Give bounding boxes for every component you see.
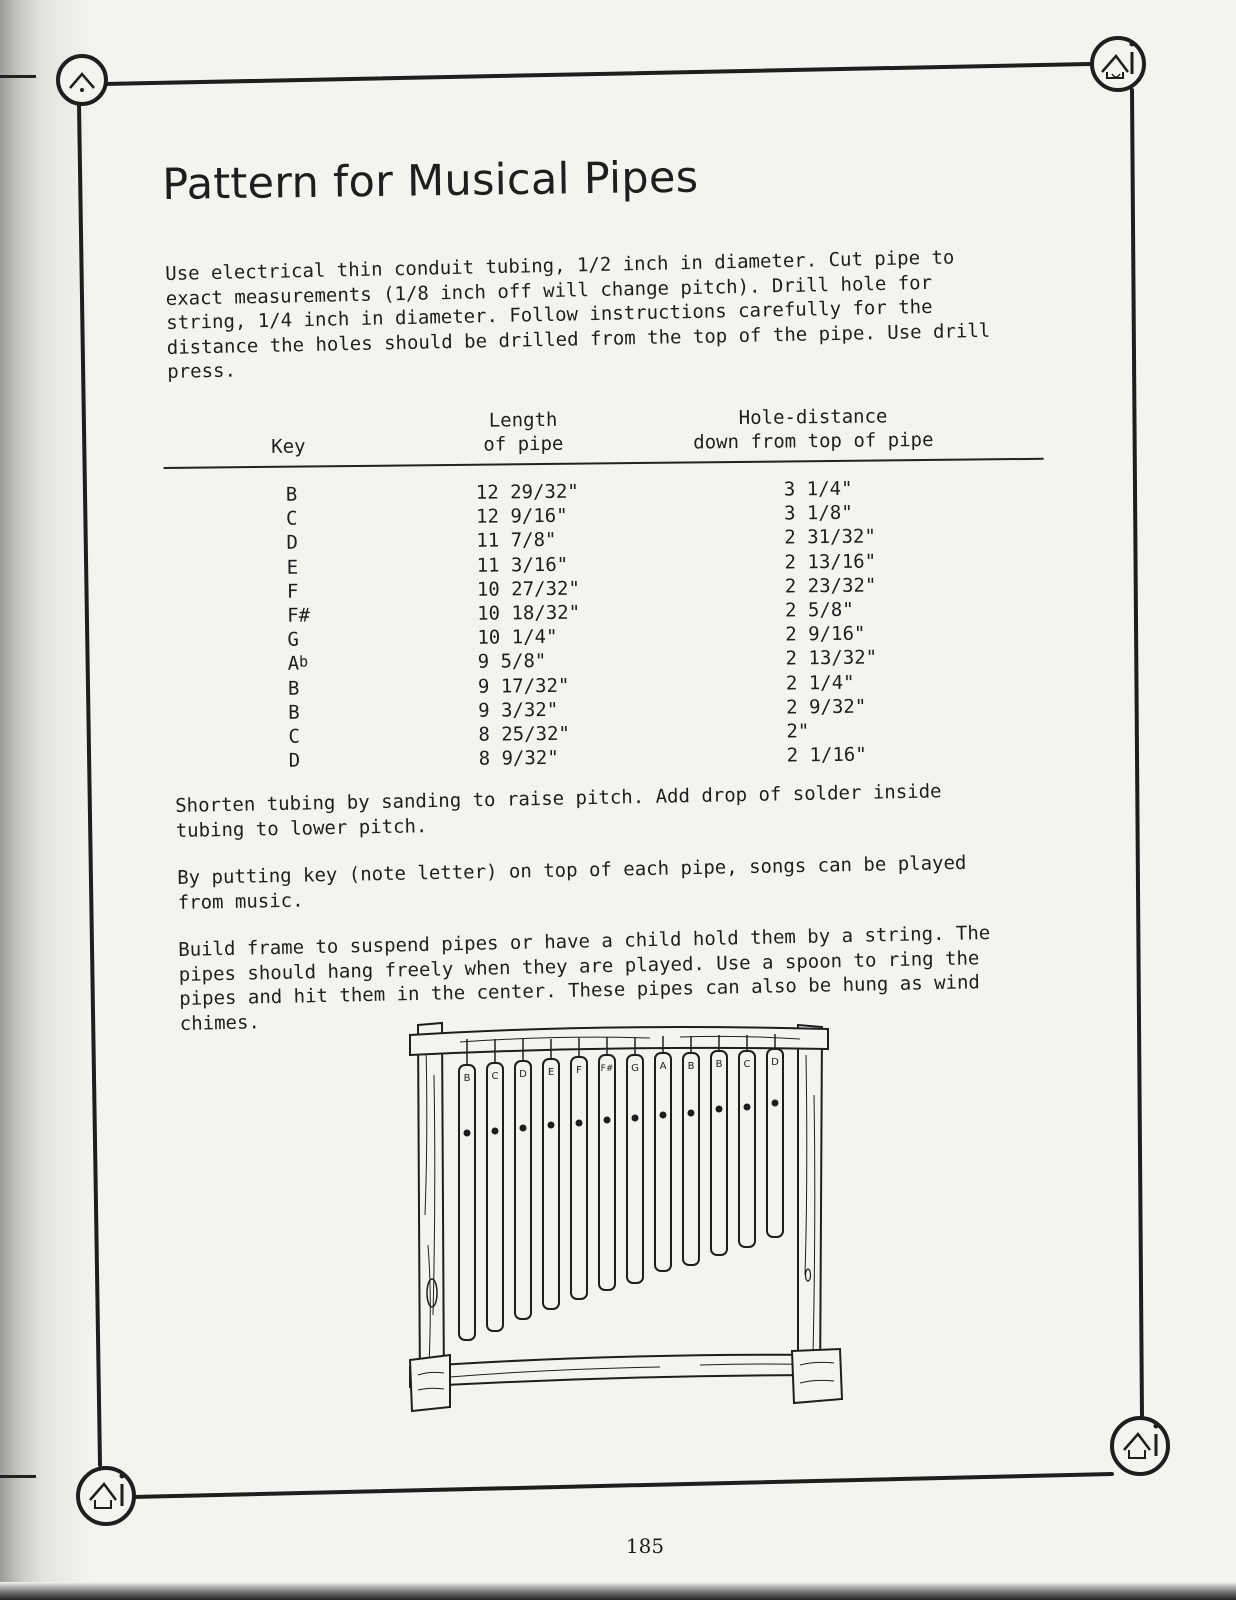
table-cell-hole: 3 1/8" xyxy=(783,501,853,525)
pipe-label: B xyxy=(463,1073,471,1084)
table-cell-length: 12 29/32" xyxy=(475,480,579,504)
table-cell-hole: 2 1/4" xyxy=(785,671,855,694)
table-cell-key: B xyxy=(285,483,298,506)
pipe-measurements-table xyxy=(163,403,1067,772)
frame-foot-right xyxy=(792,1349,842,1403)
table-cell-key: G xyxy=(287,628,299,651)
frame-bottom-bar xyxy=(410,1355,840,1387)
frame-foot-left xyxy=(410,1355,450,1411)
table-cell-length: 8 9/32" xyxy=(478,746,559,770)
table-cell-key: F xyxy=(286,580,299,603)
pitch-note: Shorten tubing by sanding to raise pitch. Add drop of solder inside tubing to lower pitch. xyxy=(175,780,942,842)
frame-note: Build frame to suspend pipes or have a child hold them by a string. The pipes should hang freely when they are played. Use a spoon to ring the pipes and hit them in the center. These pipes can also be hung as wind chimes. xyxy=(178,921,991,1035)
table-cell-hole: 3 1/4" xyxy=(783,477,853,501)
page-title: Pattern for Musical Pipes xyxy=(162,152,699,210)
pipe xyxy=(627,1037,643,1283)
length-column xyxy=(476,480,582,771)
key-note: By putting key (note letter) on top of each pipe, songs can be played from music. xyxy=(177,851,967,914)
pipe xyxy=(459,1039,475,1340)
table-cell-key: C xyxy=(288,725,300,748)
intro-paragraph: Use electrical thin conduit tubing, 1/2 inch in diameter. Cut pipe to exact measurements (1/8 inch off will change pitch). Drill hole for string, 1/4 inch in diameter. Follow instructions carefully for the distance the holes should be drilled from the top of the pipe. Use drill press. xyxy=(165,246,991,383)
pipe xyxy=(599,1037,615,1290)
pipe xyxy=(711,1035,727,1255)
table-cell-hole: 2 1/16" xyxy=(786,743,867,767)
header-length: Length of pipe xyxy=(483,408,564,456)
table-cell-hole: 2 9/16" xyxy=(785,622,866,646)
table-cell-key-flat: $A^b$ xyxy=(287,652,309,676)
pipe-label: G xyxy=(631,1063,639,1074)
table-cell-hole: 2 13/32" xyxy=(785,646,878,670)
table-cell-key: B xyxy=(288,701,300,724)
header-rule xyxy=(164,458,1044,469)
pipe-label: A xyxy=(659,1061,667,1072)
table-cell-hole: 2 9/32" xyxy=(786,695,867,719)
flat-sign: b xyxy=(298,652,309,671)
table-cell-key: B xyxy=(287,677,300,700)
header-hole-distance: Hole-distance down from top of pipe xyxy=(693,405,934,454)
table-cell-key: F# xyxy=(287,604,311,627)
pipe-label: C xyxy=(491,1071,499,1082)
hole-distance-column xyxy=(784,477,879,768)
pipe xyxy=(655,1036,671,1271)
corner-emblem-bottom-left xyxy=(78,1468,134,1524)
table-cell-key: E xyxy=(286,556,299,579)
pipe xyxy=(543,1039,559,1309)
pipe-label: F xyxy=(576,1065,582,1076)
table-cell-length: 11 3/16" xyxy=(476,553,569,577)
pipe xyxy=(683,1036,699,1265)
pipe xyxy=(515,1039,531,1319)
table-cell-hole: 2 23/32" xyxy=(784,574,877,598)
pipe-label: D xyxy=(519,1069,527,1080)
pipe-label: D xyxy=(771,1057,779,1068)
header-key: Key xyxy=(271,435,306,458)
pipe-label: F# xyxy=(600,1064,614,1074)
table-cell-hole: 2 5/8" xyxy=(784,598,854,622)
pipe-label: B xyxy=(715,1059,723,1070)
table-cell-length: 10 27/32" xyxy=(476,577,580,601)
table-cell-length: 8 25/32" xyxy=(478,722,571,746)
pipe xyxy=(571,1038,587,1299)
pipes xyxy=(459,1034,783,1340)
frame-left-post xyxy=(418,1023,444,1397)
page-number: 185 xyxy=(625,1534,665,1558)
table-cell-length: 11 7/8" xyxy=(476,529,557,553)
frame-right-post xyxy=(798,1025,822,1395)
table-cell-key: D xyxy=(288,749,301,772)
key-column xyxy=(286,482,312,772)
corner-emblem-bottom-right xyxy=(1112,1418,1168,1474)
pipe-label: E xyxy=(547,1067,555,1078)
corner-emblem-top-right xyxy=(1092,38,1144,90)
corner-emblem-top-left xyxy=(58,56,106,104)
table-cell-length: 9 17/32" xyxy=(477,674,570,698)
table-cell-length: 9 3/32" xyxy=(478,698,559,722)
table-cell-length: 10 1/4" xyxy=(477,626,558,649)
table-cell-key: D xyxy=(286,531,298,555)
table-cell-hole: 2 13/16" xyxy=(784,550,877,574)
musical-pipes-illustration xyxy=(400,1015,850,1445)
table-cell-length: 10 18/32" xyxy=(477,601,581,625)
pipe-label: C xyxy=(743,1059,751,1070)
pipe-label: B xyxy=(687,1061,695,1072)
table-cell-length: 12 9/16" xyxy=(476,504,568,528)
table-cell-hole: 2 31/32" xyxy=(784,525,876,549)
table-cell-hole: 2" xyxy=(786,720,810,743)
table-cell-length: 9 5/8" xyxy=(477,650,547,674)
pipe xyxy=(739,1035,755,1247)
pipe xyxy=(767,1034,783,1237)
pipe xyxy=(487,1039,503,1331)
table-cell-key: C xyxy=(286,507,298,530)
